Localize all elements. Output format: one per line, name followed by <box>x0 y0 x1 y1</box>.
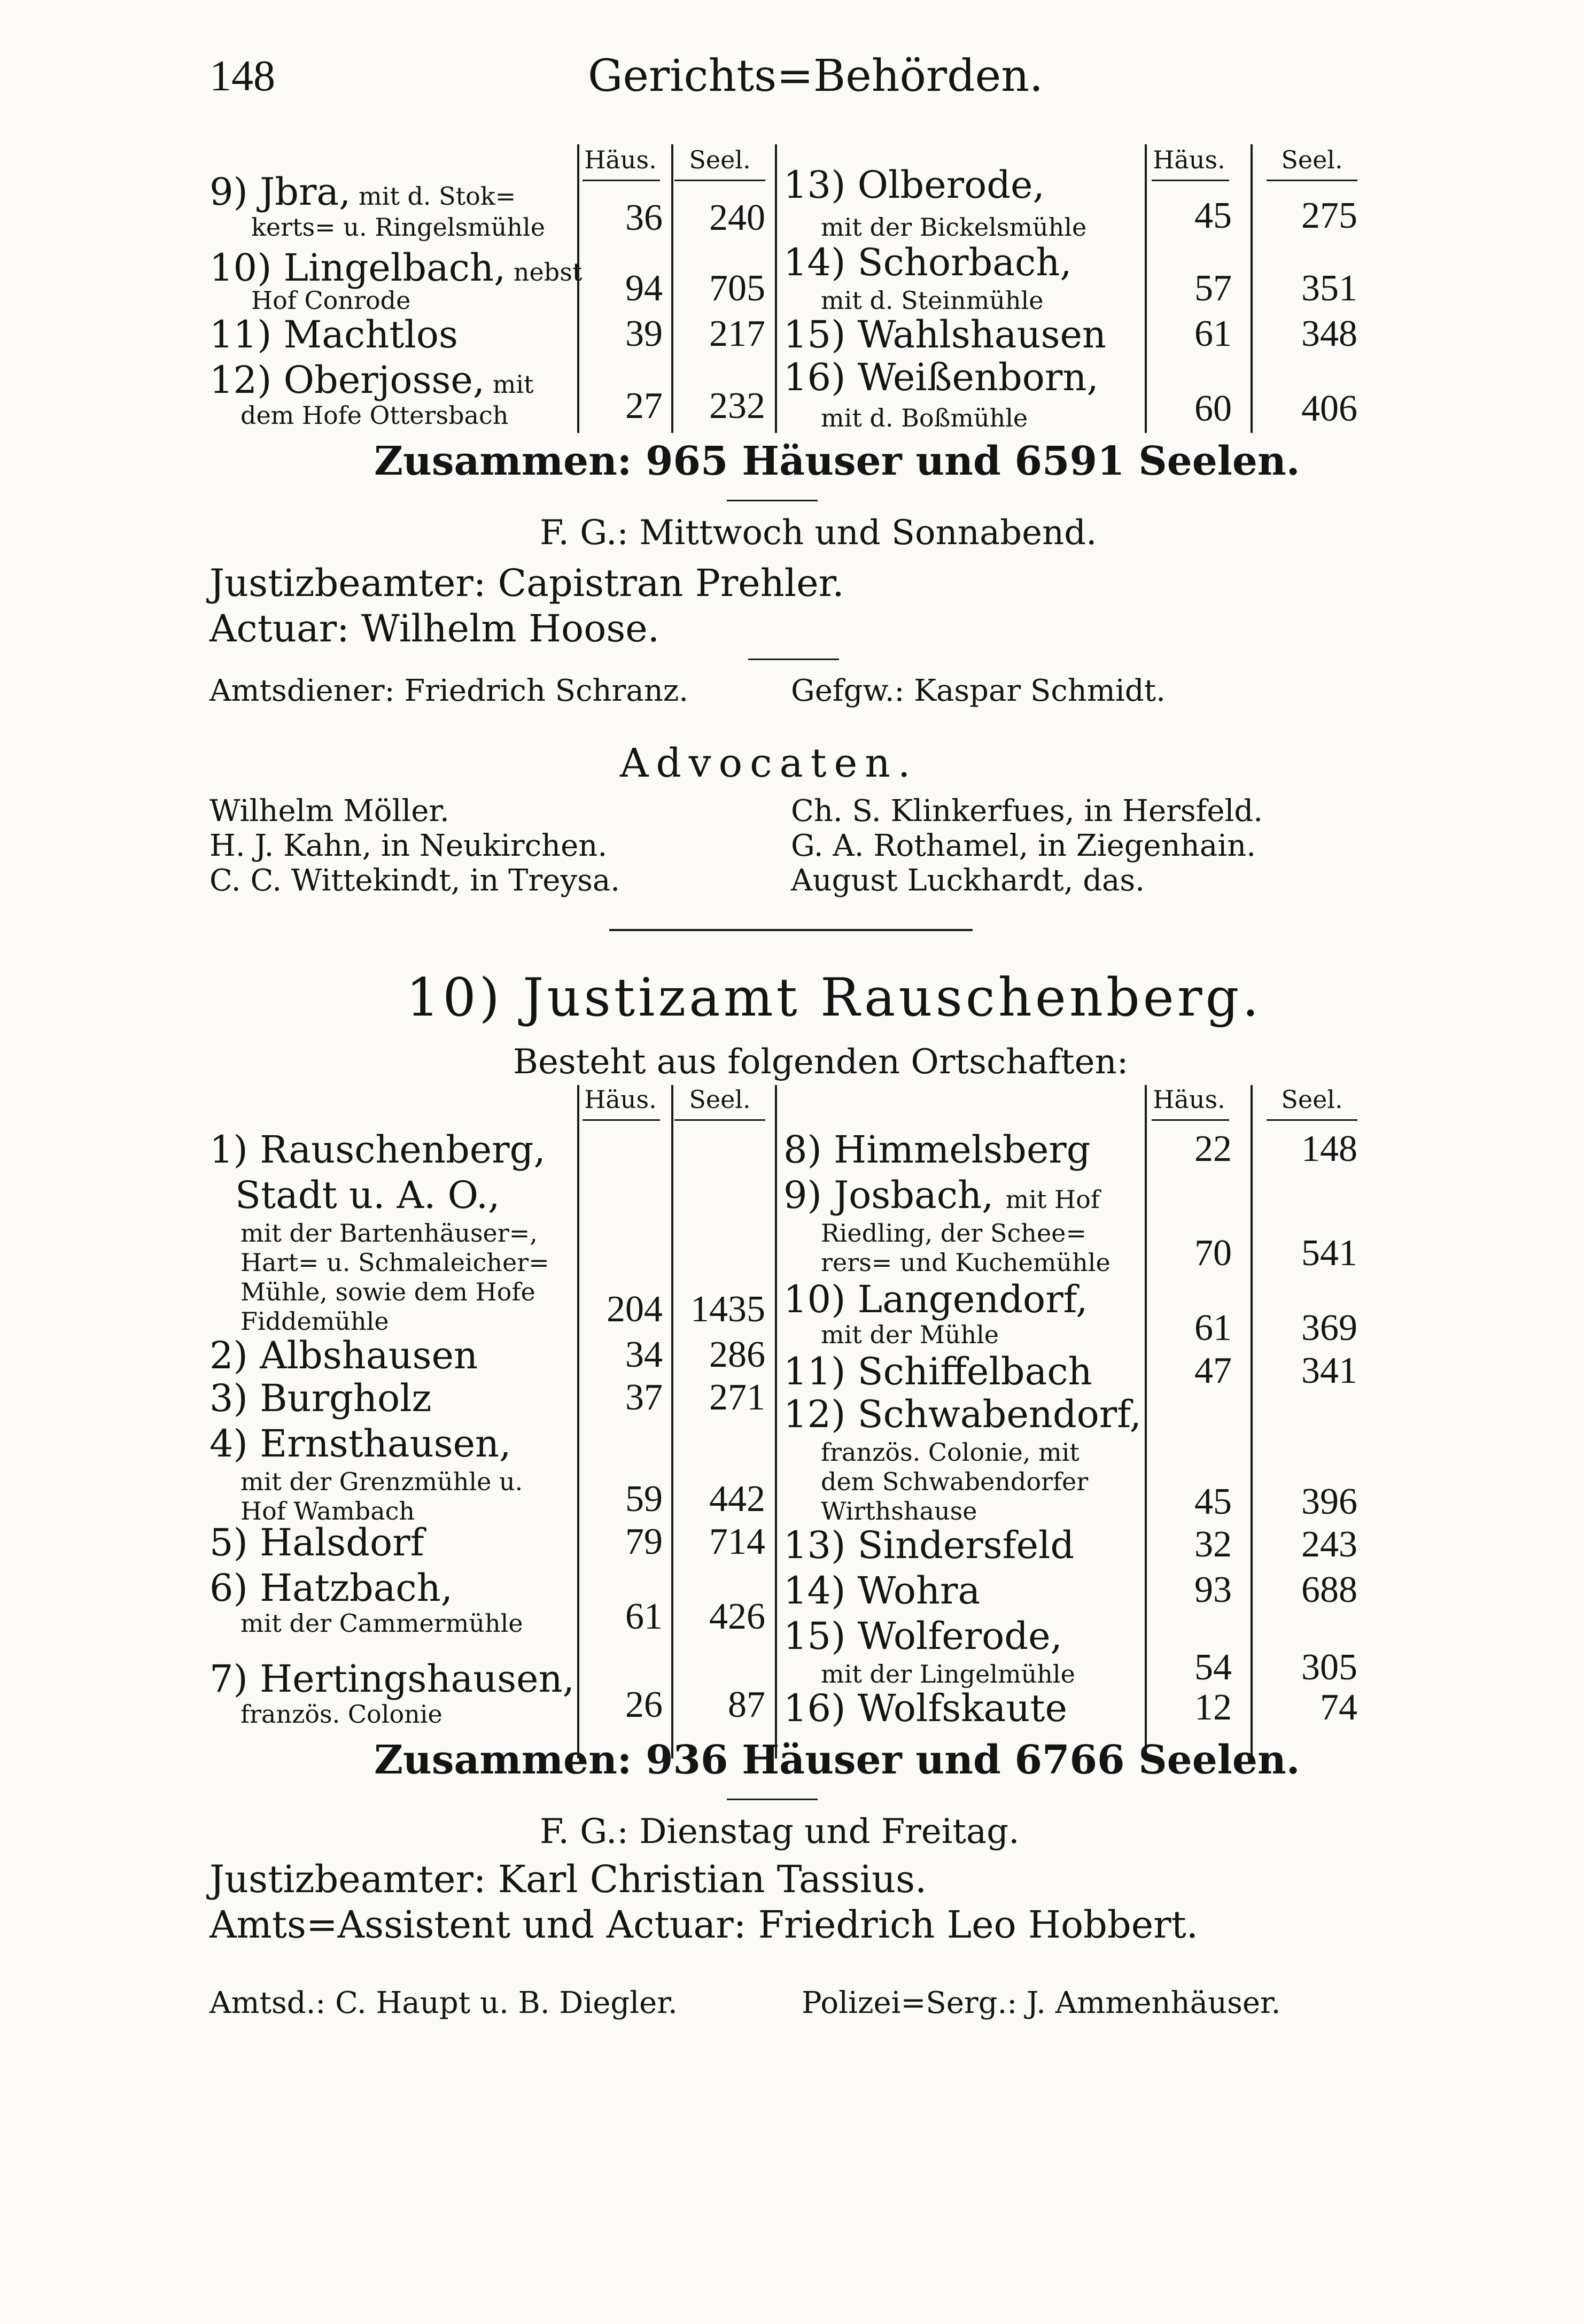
row-subtext: mit der Bickelsmühle <box>821 213 1087 242</box>
court-days: F. G.: Mittwoch und Sonnabend. <box>540 513 1097 553</box>
divider <box>727 1799 818 1800</box>
column-divider <box>1251 144 1253 433</box>
divider <box>727 500 818 501</box>
advocate-entry: G. A. Rothamel, in Ziegenhain. <box>791 828 1256 863</box>
table-row: 13) Sindersfeld <box>783 1523 1075 1567</box>
column-header-seelen: Seel. <box>689 1085 751 1114</box>
value-haeuser: 36 <box>625 197 663 238</box>
court-days: F. G.: Dienstag und Freitag. <box>540 1812 1020 1852</box>
column-divider <box>1145 1085 1147 1759</box>
header-underline <box>583 180 660 181</box>
value-haeuser: 57 <box>1194 268 1232 309</box>
column-header-haeuser: Häus. <box>1153 1085 1225 1114</box>
value-seelen: 232 <box>709 385 765 427</box>
jailer: Gefgw.: Kaspar Schmidt. <box>791 673 1166 708</box>
row-subtext: mit d. Steinmühle <box>821 286 1044 315</box>
value-haeuser: 93 <box>1194 1569 1232 1610</box>
value-haeuser: 26 <box>625 1684 663 1725</box>
table-row: 1) Rauschenberg, <box>209 1128 546 1172</box>
police-sergeant: Polizei=Serg.: J. Ammenhäuser. <box>802 1986 1281 2020</box>
column-header-seelen: Seel. <box>689 145 751 174</box>
header-underline <box>583 1119 660 1121</box>
value-seelen: 348 <box>1301 313 1357 354</box>
column-header-haeuser: Häus. <box>584 1085 657 1114</box>
value-haeuser: 60 <box>1194 388 1232 429</box>
divider <box>748 659 839 660</box>
section2-total: Zusammen: 936 Häuser und 6766 Seelen. <box>374 1737 1300 1783</box>
row-subtext: französ. Colonie, mit <box>821 1438 1080 1467</box>
value-seelen: 406 <box>1301 388 1357 429</box>
column-divider <box>671 144 673 433</box>
value-seelen: 688 <box>1301 1569 1357 1610</box>
column-divider <box>775 1085 777 1759</box>
column-header-seelen: Seel. <box>1281 1085 1343 1114</box>
header-underline <box>1152 180 1229 181</box>
row-subtext: Hof Conrode <box>251 286 411 315</box>
value-haeuser: 27 <box>625 385 663 427</box>
advocate-entry: Wilhelm Möller. <box>209 794 449 828</box>
row-subtext: Hof Wambach <box>240 1497 415 1525</box>
value-haeuser: 45 <box>1194 195 1232 236</box>
value-seelen: 305 <box>1301 1647 1357 1688</box>
header-underline <box>674 180 765 181</box>
value-seelen: 341 <box>1301 1350 1357 1391</box>
row-subtext: mit der Bartenhäuser=, <box>240 1219 538 1248</box>
advocate-entry: August Luckhardt, das. <box>791 863 1145 898</box>
table-row: 12) Oberjosse, mit <box>209 358 534 402</box>
value-seelen: 74 <box>1320 1687 1357 1728</box>
advocate-entry: H. J. Kahn, in Neukirchen. <box>209 828 608 863</box>
table-row: 16) Wolfskaute <box>783 1686 1067 1730</box>
column-header-haeuser: Häus. <box>1153 145 1225 174</box>
row-subtext: dem Schwabendorfer <box>821 1467 1089 1496</box>
value-seelen: 217 <box>709 313 765 354</box>
section-subtitle: Besteht aus folgenden Ortschaften: <box>513 1042 1129 1082</box>
value-haeuser: 54 <box>1194 1647 1232 1688</box>
table-row: 15) Wahlshausen <box>783 313 1106 357</box>
court-servants: Amtsd.: C. Haupt u. B. Diegler. <box>209 1986 678 2020</box>
table-row: 2) Albshausen <box>209 1334 478 1377</box>
row-subtext: Mühle, sowie dem Hofe <box>240 1277 535 1306</box>
value-haeuser: 22 <box>1194 1128 1232 1169</box>
table-row: 14) Schorbach, <box>783 241 1072 284</box>
column-header-seelen: Seel. <box>1281 145 1343 174</box>
value-seelen: 148 <box>1301 1128 1357 1169</box>
column-divider <box>671 1085 673 1759</box>
value-seelen: 396 <box>1301 1481 1357 1522</box>
row-subtext: mit d. Boßmühle <box>821 404 1028 432</box>
table-row: 13) Olberode, <box>783 163 1045 207</box>
row-subtext: mit der Lingelmühle <box>821 1660 1075 1688</box>
value-haeuser: 61 <box>1194 1307 1232 1349</box>
table-row: 12) Schwabendorf, <box>783 1392 1142 1436</box>
table-row: 4) Ernsthausen, <box>209 1422 511 1466</box>
row-subtext: mit der Grenzmühle u. <box>240 1467 523 1496</box>
advocate-entry: C. C. Wittekindt, in Treysa. <box>209 863 620 898</box>
column-divider <box>1145 144 1147 433</box>
table-row: 14) Wohra <box>783 1569 981 1613</box>
value-seelen: 351 <box>1301 268 1357 309</box>
value-haeuser: 94 <box>625 268 663 309</box>
value-haeuser: 32 <box>1194 1524 1232 1565</box>
value-haeuser: 39 <box>625 313 663 354</box>
table-row: 3) Burgholz <box>209 1376 432 1420</box>
value-haeuser: 47 <box>1194 1350 1232 1391</box>
value-seelen: 714 <box>709 1521 765 1562</box>
value-seelen: 87 <box>728 1684 765 1725</box>
value-haeuser: 61 <box>1194 313 1232 354</box>
value-seelen: 1435 <box>690 1289 765 1330</box>
column-divider <box>1251 1085 1253 1759</box>
assistant-actuary: Amts=Assistent und Actuar: Friedrich Leo Hobbert. <box>209 1903 1199 1947</box>
table-row: 8) Himmelsberg <box>783 1128 1091 1172</box>
column-divider <box>577 1085 579 1759</box>
header-underline <box>1267 1119 1357 1121</box>
table-row: 11) Schiffelbach <box>783 1350 1092 1393</box>
row-subtext: kerts= u. Ringelsmühle <box>251 213 545 242</box>
table-row: 9) Josbach, mit Hof <box>783 1173 1100 1217</box>
table-row: 10) Langendorf, <box>783 1277 1088 1321</box>
row-subtext: mit der Cammermühle <box>240 1609 523 1638</box>
value-haeuser: 59 <box>625 1478 663 1520</box>
row-subtext: Fiddemühle <box>240 1307 389 1336</box>
row-subtext: dem Hofe Ottersbach <box>240 401 509 430</box>
section1-total: Zusammen: 965 Häuser und 6591 Seelen. <box>374 438 1300 484</box>
row-subtext: Stadt u. A. O., <box>235 1173 500 1217</box>
row-subtext: Hart= u. Schmaleicher= <box>240 1248 549 1277</box>
value-seelen: 705 <box>709 268 765 309</box>
running-title: Gerichts=Behörden. <box>588 51 1043 102</box>
table-row: 16) Weißenborn, <box>783 355 1099 399</box>
value-seelen: 243 <box>1301 1524 1357 1565</box>
header-underline <box>1267 180 1357 181</box>
column-divider <box>775 144 777 433</box>
value-haeuser: 45 <box>1194 1481 1232 1522</box>
header-underline <box>674 1119 765 1121</box>
value-haeuser: 204 <box>607 1289 663 1330</box>
value-haeuser: 12 <box>1194 1687 1232 1728</box>
table-row: 10) Lingelbach, nebst <box>209 246 583 290</box>
advocate-entry: Ch. S. Klinkerfues, in Hersfeld. <box>791 794 1263 828</box>
table-row: 9) Jbra, mit d. Stok= <box>209 170 516 214</box>
header-underline <box>1152 1119 1229 1121</box>
value-seelen: 271 <box>709 1377 765 1418</box>
value-haeuser: 61 <box>625 1596 663 1637</box>
value-seelen: 240 <box>709 197 765 238</box>
value-seelen: 442 <box>709 1478 765 1520</box>
value-seelen: 541 <box>1301 1233 1357 1274</box>
value-seelen: 286 <box>709 1334 765 1375</box>
actuary: Actuar: Wilhelm Hoose. <box>209 607 659 650</box>
row-subtext: mit der Mühle <box>821 1320 999 1349</box>
page-number: 148 <box>209 51 275 100</box>
table-row: 7) Hertingshausen, <box>209 1657 574 1701</box>
value-haeuser: 37 <box>625 1377 663 1418</box>
justice-official: Justizbeamter: Karl Christian Tassius. <box>209 1857 927 1901</box>
table-row: 15) Wolferode, <box>783 1614 1062 1658</box>
section-divider <box>609 929 973 931</box>
column-header-haeuser: Häus. <box>584 145 657 174</box>
value-seelen: 369 <box>1301 1307 1357 1349</box>
advocates-heading: Advocaten. <box>620 740 918 786</box>
value-haeuser: 34 <box>625 1334 663 1375</box>
court-servant: Amtsdiener: Friedrich Schranz. <box>209 673 689 708</box>
table-row: 5) Halsdorf <box>209 1521 424 1564</box>
value-seelen: 426 <box>709 1596 765 1637</box>
value-seelen: 275 <box>1301 195 1357 236</box>
row-subtext: rers= und Kuchemühle <box>821 1248 1111 1277</box>
table-row: 11) Machtlos <box>209 313 458 357</box>
justice-official: Justizbeamter: Capistran Prehler. <box>209 561 844 605</box>
row-subtext: Wirthshause <box>821 1497 977 1525</box>
row-subtext: Riedling, der Schee= <box>821 1219 1086 1248</box>
value-haeuser: 70 <box>1194 1233 1232 1274</box>
table-row: 6) Hatzbach, <box>209 1566 453 1610</box>
row-subtext: französ. Colonie <box>240 1700 442 1729</box>
section-title: 10) Justizamt Rauschenberg. <box>406 967 1262 1028</box>
value-haeuser: 79 <box>625 1521 663 1562</box>
